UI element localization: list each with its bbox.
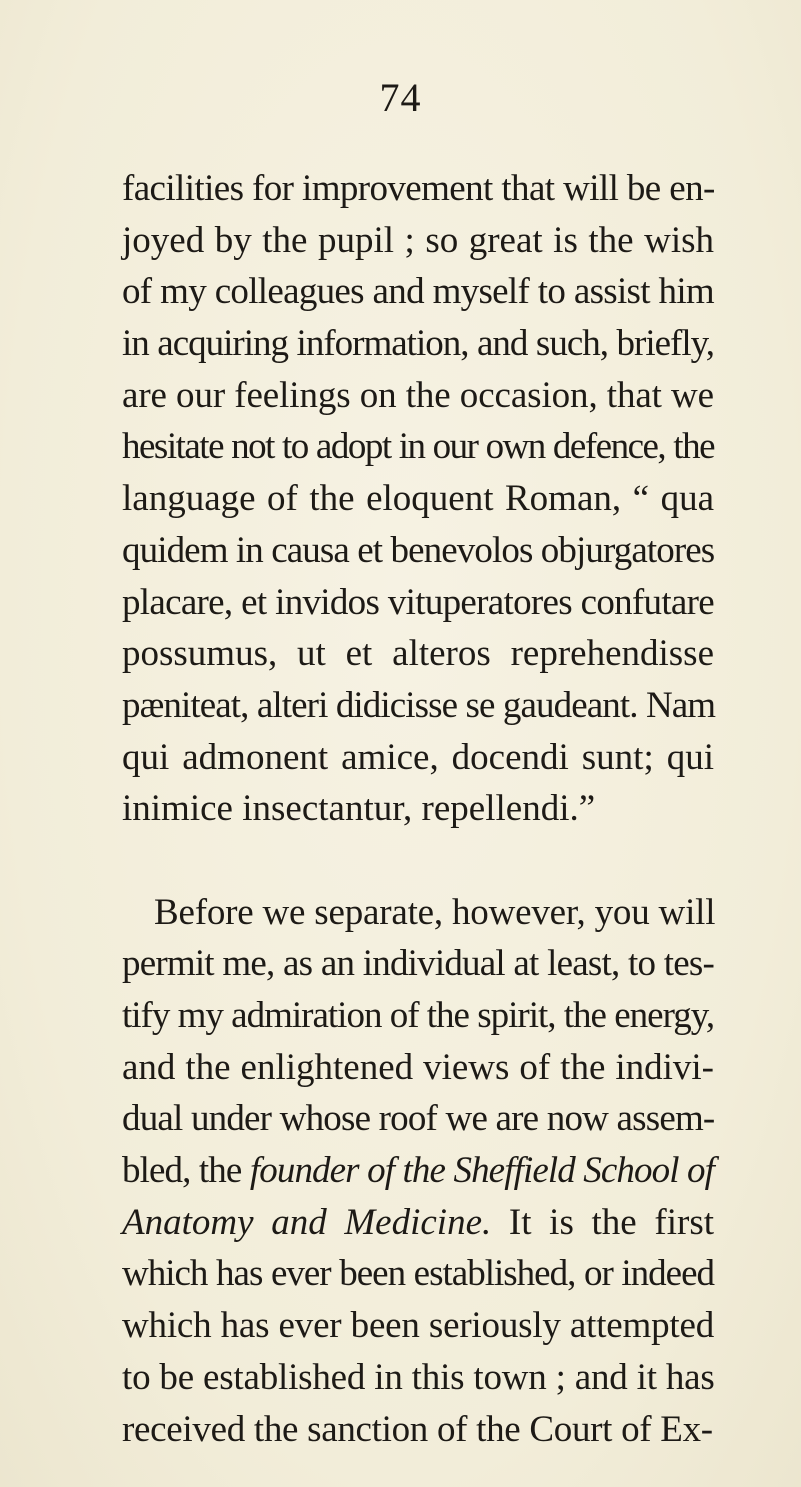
text-line: in acquiring information, and such, briefly,	[122, 323, 714, 365]
text-line: to be established in this town ; and it has	[122, 1356, 715, 1398]
text-line: quidem in causa et benevolos objurgatores	[122, 529, 715, 571]
text-line: possumus, ut et alteros reprehendisse	[122, 633, 714, 675]
text-line: inimice insectantur, repellendi.”	[122, 788, 596, 830]
italic-text-run: Anatomy and Medicine.	[122, 1201, 492, 1243]
text-line: placare, et invidos vituperatores confutare	[122, 581, 714, 623]
text-line: permit me, as an individual at least, to tes-	[122, 943, 714, 985]
body-text	[122, 163, 714, 1455]
paragraph-1	[122, 163, 714, 835]
text-line: received the sanction of the Court of Ex-	[122, 1408, 713, 1450]
paragraph-2	[122, 887, 714, 1456]
text-line: Before we separate, however, you will	[154, 891, 716, 933]
text-line: which has ever been established, or indeed	[122, 1253, 714, 1295]
text-line: which has ever been seriously attempted	[122, 1305, 714, 1347]
text-run: bled, the	[122, 1150, 242, 1192]
text-line: joyed by the pupil ; so great is the wish	[122, 219, 714, 261]
text-line: are our feelings on the occasion, that we	[122, 374, 714, 416]
text-line: qui admonent amice, docendi sunt; qui	[122, 736, 714, 778]
text-line: tify my admiration of the spirit, the energy,	[122, 995, 715, 1036]
text-line: hesitate not to adopt in our own defence, the	[122, 426, 714, 468]
text-line: dual under whose roof we are now assem-	[122, 1098, 715, 1140]
text-line: pæniteat, alteri didicisse se gaudeant. Nam	[122, 684, 716, 726]
text-line-mixed	[122, 1197, 714, 1249]
text-run: It is the first	[508, 1201, 714, 1243]
text-line: and the enlightened views of the indivi-	[122, 1046, 714, 1088]
paragraph-gap	[122, 835, 714, 887]
page-number: 74	[379, 75, 422, 120]
text-line: of my colleagues and myself to assist him	[122, 271, 714, 313]
text-line: facilities for improvement that will be en-	[122, 168, 715, 209]
italic-text-run: founder of the Sheffield School of	[249, 1150, 714, 1192]
text-line: language of the eloquent Roman, “ qua	[122, 478, 714, 520]
text-line-mixed	[122, 1145, 714, 1197]
